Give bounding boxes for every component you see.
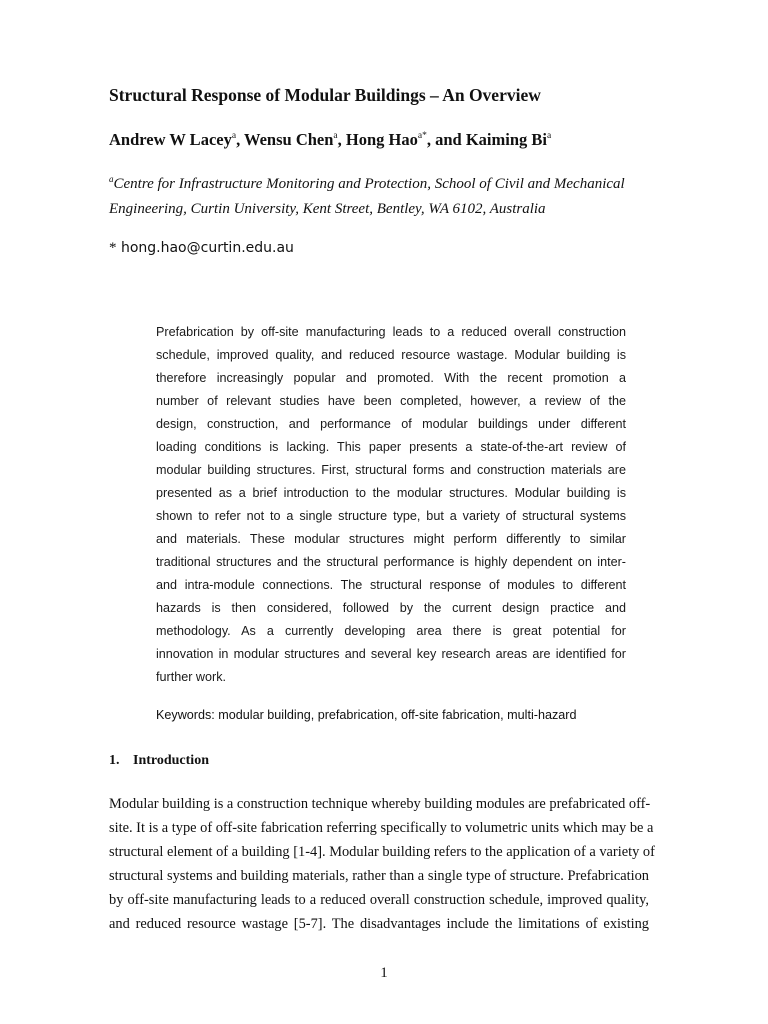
section-title: Introduction (133, 753, 209, 768)
page-number: 1 (380, 965, 388, 981)
section-number: 1. (109, 753, 120, 768)
author-name: Andrew W Lacey (109, 130, 232, 149)
abstract-line: number of relevant studies have been completed, however, a review of the (156, 394, 626, 408)
abstract-line: innovation in modular structures and several key research areas are identified for (156, 647, 626, 661)
abstract-line: design, construction, and performance of modular buildings under different (156, 417, 626, 431)
body-text-line: by off-site manufacturing leads to a reduced overall construction schedule, improved quality, (109, 892, 649, 908)
abstract-line: loading conditions is lacking. This paper presents a state-of-the-art review of (156, 440, 626, 454)
abstract-line: further work. (156, 670, 226, 684)
abstract-line: traditional structures and the structural performance is highly dependent on inter- (156, 555, 626, 569)
section-heading-introduction (109, 753, 209, 769)
author-affiliation-marker: a (333, 131, 338, 141)
abstract-line: and intra-module connections. The structural response of modules to different (156, 578, 626, 592)
affiliation-marker: a (109, 174, 114, 184)
abstract-line: Prefabrication by off-site manufacturing leads to a reduced overall construction (156, 325, 626, 339)
affiliation (109, 172, 649, 222)
paper-title: Structural Response of Modular Buildings – An Overview (109, 85, 541, 105)
abstract-line: methodology. As a currently developing area there is great potential for (156, 624, 626, 638)
abstract-line: schedule, improved quality, and reduced resource wastage. Modular building is (156, 348, 626, 362)
author-separator: , (236, 130, 245, 149)
abstract-line: presented as a brief introduction to the modular structures. Modular building is (156, 486, 626, 500)
introduction-body (109, 792, 655, 936)
author-list (109, 130, 551, 150)
author-affiliation-marker: a (546, 131, 552, 141)
corresponding-author-email (109, 240, 294, 257)
email-address[interactable]: hong.hao@curtin.edu.au (120, 240, 294, 256)
abstract-line: modular building structures. First, structural forms and construction materials are (156, 463, 626, 477)
author-separator: , and (426, 130, 466, 149)
affiliation-text: Centre for Infrastructure Monitoring and Protection, School of Civil and Mechanical Engineering, Curtin University, Kent Street, Bentley, WA 6102, Australia (109, 176, 625, 217)
abstract-line: hazards is then considered, followed by the current design practice and (156, 601, 626, 615)
keywords: Keywords: modular building, prefabrication, off-site fabrication, multi-hazard (156, 708, 577, 722)
body-text-line: structural systems and building materials, rather than a single type of structure. Prefabrication (109, 868, 649, 884)
abstract-line: shown to refer not to a single structure type, but a variety of structural systems (156, 509, 626, 523)
abstract (156, 321, 626, 689)
author-name: Hong Hao (345, 130, 418, 149)
author-separator: , (337, 130, 346, 149)
author-affiliation-marker: a* (417, 131, 427, 141)
author-name: Wensu Chen (244, 130, 334, 149)
body-text-line: structural element of a building [1-4]. Modular building refers to the application of a variety of (109, 844, 655, 860)
body-text-line: site. It is a type of off-site fabrication referring specifically to volumetric units which may be a (109, 820, 654, 836)
correspondence-marker: * (109, 240, 117, 256)
author-affiliation-marker: a (231, 131, 237, 141)
body-text-line: and reduced resource wastage [5-7]. The disadvantages include the limitations of existing (109, 916, 649, 932)
author-name: Kaiming Bi (465, 130, 547, 149)
abstract-line: and materials. These modular structures might perform differently to similar (156, 532, 626, 546)
body-text-line: Modular building is a construction technique whereby building modules are prefabricated off- (109, 796, 651, 812)
abstract-line: therefore increasingly popular and promoted. With the recent promotion a (156, 371, 626, 385)
